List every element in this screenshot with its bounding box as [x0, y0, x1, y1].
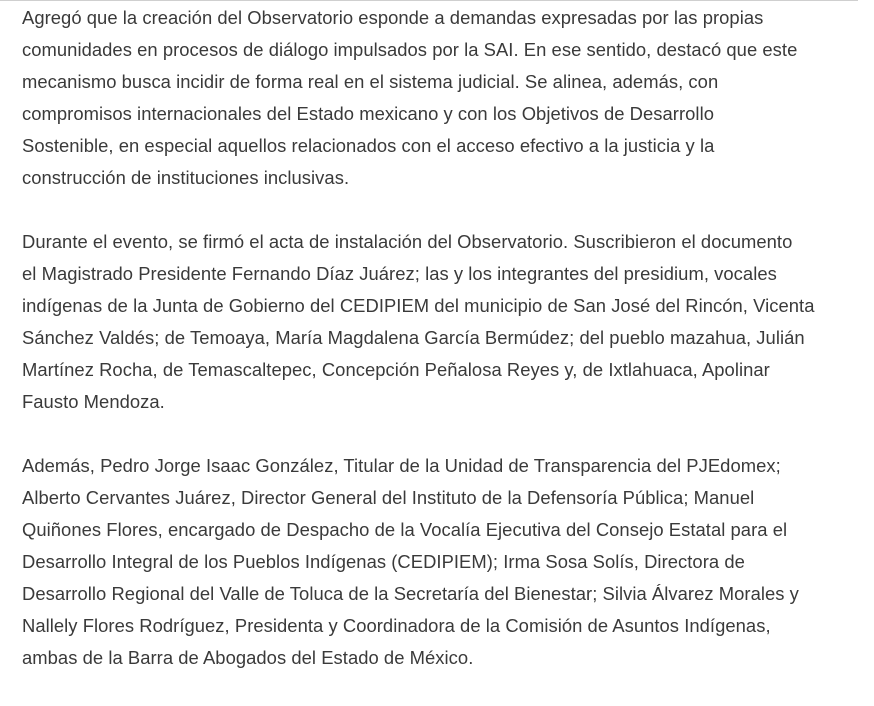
- article-paragraph-1: [22, 2, 858, 194]
- paragraph-line: Quiñones Flores, encargado de Despacho de la Vocalía Ejecutiva del Consejo Estatal para el: [22, 519, 788, 540]
- article-paragraph-2: [22, 226, 858, 418]
- article-body: [22, 2, 858, 706]
- paragraph-line: comunidades en procesos de diálogo impulsados por la SAI. En ese sentido, destacó que este: [22, 39, 798, 60]
- paragraph-line: compromisos internacionales del Estado mexicano y con los Objetivos de Desarrollo: [22, 103, 714, 124]
- paragraph-line: construcción de instituciones inclusivas.: [22, 167, 350, 188]
- paragraph-line: Fausto Mendoza.: [22, 391, 165, 412]
- paragraph-line: el Magistrado Presidente Fernando Díaz Juárez; las y los integrantes del presidium, vocales: [22, 263, 777, 284]
- paragraph-line: indígenas de la Junta de Gobierno del CEDIPIEM del municipio de San José del Rincón, Vicenta: [22, 295, 815, 316]
- paragraph-line: mecanismo busca incidir de forma real en el sistema judicial. Se alinea, además, con: [22, 71, 719, 92]
- paragraph-line: Sánchez Valdés; de Temoaya, María Magdalena García Bermúdez; del pueblo mazahua, Julián: [22, 327, 805, 348]
- paragraph-line: ambas de la Barra de Abogados del Estado de México.: [22, 647, 474, 668]
- paragraph-line: Agregó que la creación del Observatorio esponde a demandas expresadas por las propias: [22, 7, 764, 28]
- paragraph-line: Martínez Rocha, de Temascaltepec, Concepción Peñalosa Reyes y, de Ixtlahuaca, Apolinar: [22, 359, 770, 380]
- paragraph-line: Alberto Cervantes Juárez, Director General del Instituto de la Defensoría Pública; Manuel: [22, 487, 755, 508]
- top-divider: [0, 0, 858, 1]
- paragraph-line: Durante el evento, se firmó el acta de instalación del Observatorio. Suscribieron el documento: [22, 231, 793, 252]
- paragraph-line: Sostenible, en especial aquellos relacionados con el acceso efectivo a la justicia y la: [22, 135, 715, 156]
- paragraph-line: Desarrollo Regional del Valle de Toluca de la Secretaría del Bienestar; Silvia Álvarez Morales y: [22, 583, 799, 604]
- paragraph-line: Nallely Flores Rodríguez, Presidenta y Coordinadora de la Comisión de Asuntos Indígenas,: [22, 615, 771, 636]
- paragraph-line: Desarrollo Integral de los Pueblos Indígenas (CEDIPIEM); Irma Sosa Solís, Directora de: [22, 551, 745, 572]
- paragraph-line: Además, Pedro Jorge Isaac González, Titular de la Unidad de Transparencia del PJEdomex;: [22, 455, 781, 476]
- article-paragraph-3: [22, 450, 858, 674]
